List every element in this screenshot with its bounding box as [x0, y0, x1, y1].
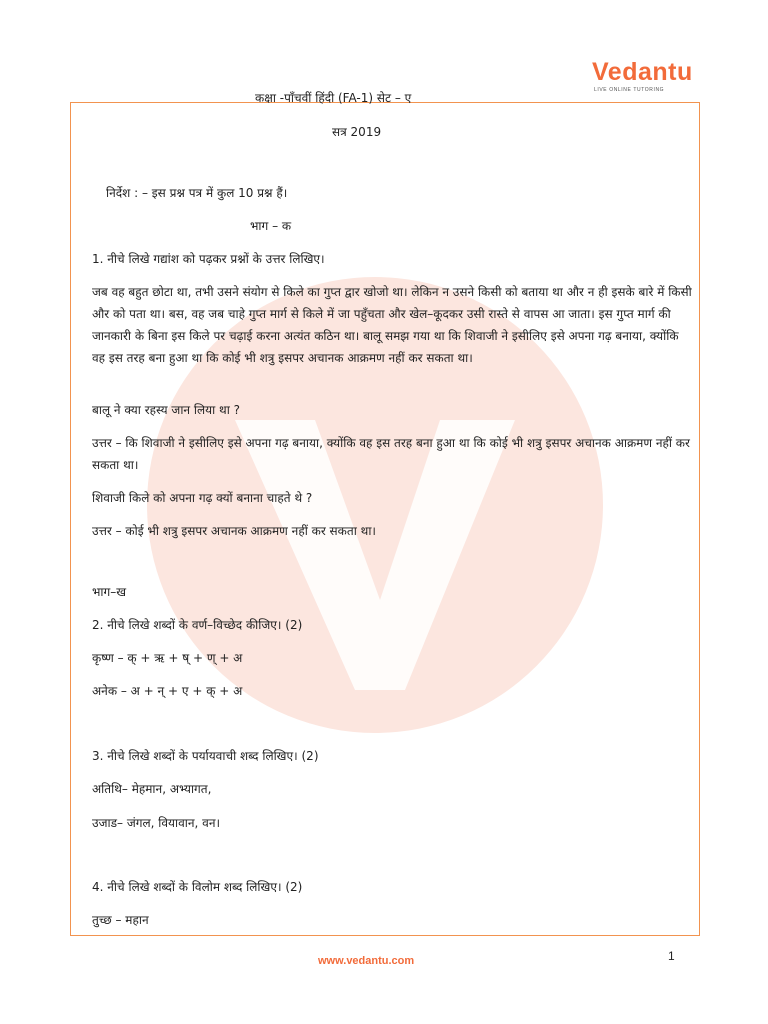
q1a-answer: उत्तर – कि शिवाजी ने इसीलिए इसे अपना गढ़ बनाया, क्योंकि वह इस तरह बना हुआ था कि कोई भी शत्रु इसपर अचानक आक्रमण नहीं कर सकता था। — [92, 436, 690, 472]
q4-line: तुच्छ – महान — [92, 913, 149, 927]
q2-prompt: 2. नीचे लिखे शब्दों के वर्ण–विच्छेद कीजिए। (2) — [92, 618, 303, 632]
q1b-answer: उत्तर – कोई भी शत्रु इसपर अचानक आक्रमण नहीं कर सकता था। — [92, 524, 376, 538]
q1-prompt: 1. नीचे लिखे गद्यांश को पढ़कर प्रश्नों के उत्तर लिखिए। — [92, 252, 325, 266]
q1b-question: शिवाजी किले को अपना गढ़ क्यों बनाना चाहते थे ? — [92, 491, 313, 505]
section-b-heading: भाग–ख — [92, 585, 127, 599]
q2-line: कृष्ण – क् + ऋ + ष् + ण् + अ — [92, 651, 243, 665]
session-label: सत्र 2019 — [332, 125, 382, 139]
page-number: 1 — [668, 949, 675, 963]
q2-line: अनेक – अ + न् + ए + क् + अ — [92, 684, 243, 698]
footer-website-link[interactable]: www.vedantu.com — [318, 955, 415, 967]
q3-prompt: 3. नीचे लिखे शब्दों के पर्यायवाची शब्द लिखिए। (2) — [92, 749, 319, 763]
logo-tagline: LIVE ONLINE TUTORING — [594, 87, 665, 93]
q4-prompt: 4. नीचे लिखे शब्दों के विलोम शब्द लिखिए। (2) — [92, 880, 303, 894]
section-a-heading: भाग – क — [250, 219, 292, 233]
vedantu-logo — [592, 58, 702, 102]
page-header-title: कक्षा -पाँचवीं हिंदी (FA-1) सेट – ए — [255, 91, 412, 105]
logo-wordmark: Vedantu — [592, 58, 693, 86]
q1a-question: बालू ने क्या रहस्य जान लिया था ? — [92, 403, 240, 417]
q3-line: उजाड– जंगल, वियावान, वन। — [92, 816, 221, 830]
content-frame — [70, 102, 700, 936]
instructions: निर्देश : – इस प्रश्न पत्र में कुल 10 प्रश्न हैं। — [106, 186, 288, 200]
q3-line: अतिथि– मेहमान, अभ्यागत, — [92, 782, 212, 796]
q1-passage: जब वह बहुत छोटा था, तभी उसने संयोग से किले का गुप्त द्वार खोजो था। लेकिन न उसने किसी को बताया था और न ही इसके बारे में किसी और को पता था। बस, वह जब चाहे गुप्त मार्ग से किले में जा पहुँचता और खेल–कूदकर उसी रास्ते से वापस आ जाता। इस गुप्त मार्ग की जानकारी के बिना इस किले पर चढ़ाई करना अत्यंत कठिन था। बालू समझ गया था कि शिवाजी ने इसीलिए इसे अपना गढ़ बनाया, क्योंकि वह इस तरह बना हुआ था कि कोई भी शत्रु इसपर अचानक आक्रमण नहीं कर सकता था। — [92, 285, 692, 365]
